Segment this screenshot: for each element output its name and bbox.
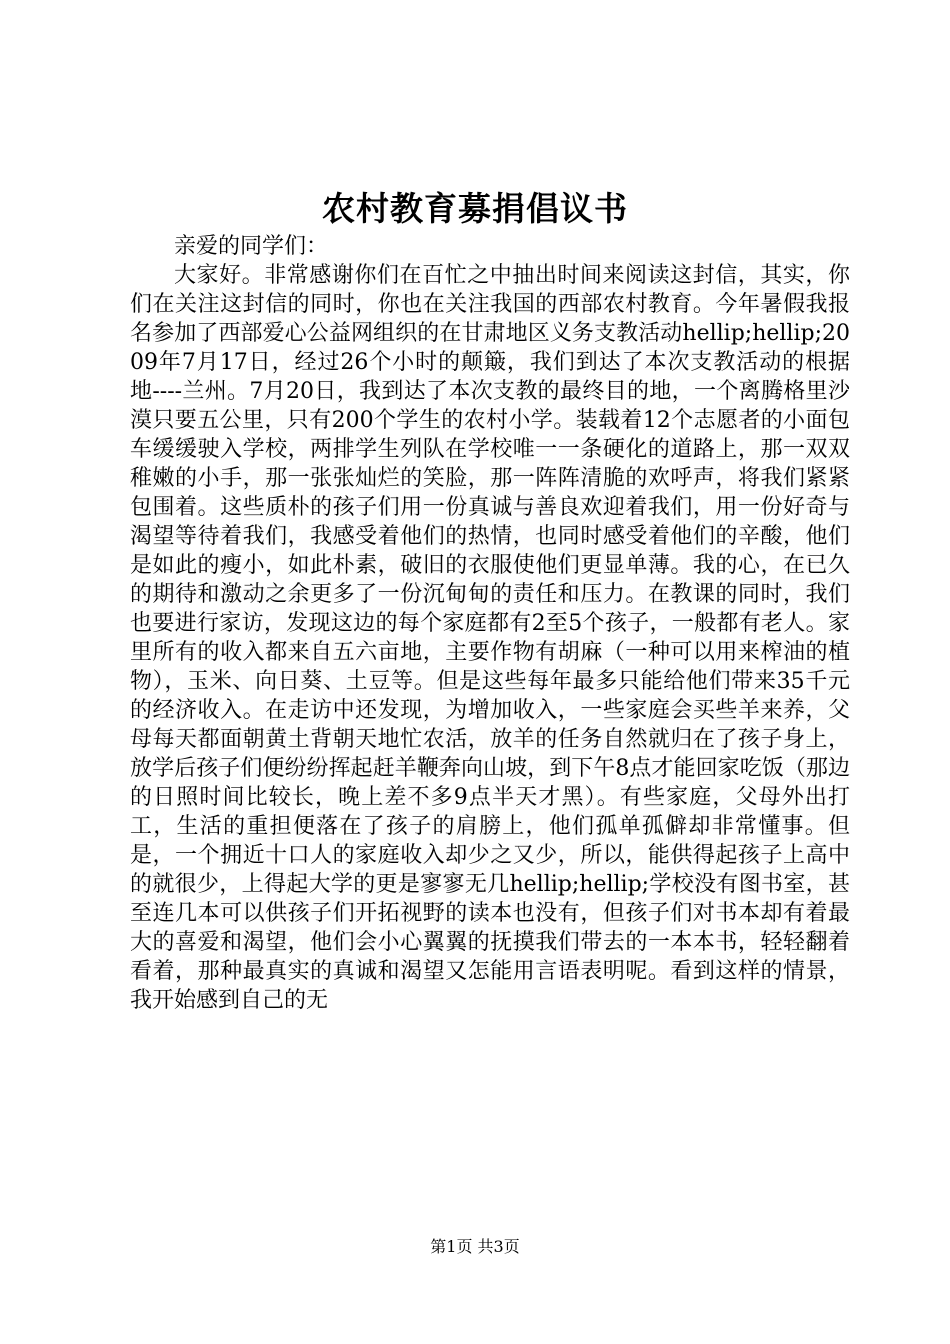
body-paragraph: 大家好。非常感谢你们在百忙之中抽出时间来阅读这封信，其实，你们在关注这封信的同时，你也在关注我国的西部农村教育。今年暑假我报名参加了西部爱心公益网组织的在甘肃地区义务支教活动hellip;hellip;2009年7月17日，经过26个小时的颠簸，我们到达了本次支教活动的根据地----兰州。7月20日，我到达了本次支教的最终目的地，一个离腾格里沙漠只要五公里，只有200个学生的农村小学。装载着12个志愿者的小面包车缓缓驶入学校，两排学生列队在学校唯一一条硬化的道路上，那一双双稚嫩的小手，那一张张灿烂的笑脸，那一阵阵清脆的欢呼声，将我们紧紧包围着。这些质朴的孩子们用一份真诚与善良欢迎着我们，用一份好奇与渴望等待着我们，我感受着他们的热情，也同时感受着他们的辛酸，他们是如此的瘦小，如此朴素，破旧的衣服使他们更显单薄。我的心，在已久的期待和激动之余更多了一份沉甸甸的责任和压力。在教课的同时，我们也要进行家访，发现这边的每个家庭都有2至5个孩子，一般都有老人。家里所有的收入都来自五六亩地，主要作物有胡麻（一种可以用来榨油的植物），玉米、向日葵、土豆等。但是这些每年最多只能给他们带来35千元的经济收入。在走访中还发现，为增加收入，一些家庭会买些羊来养，父母每天都面朝黄土背朝天地忙农活，放羊的任务自然就归在了孩子身上，放学后孩子们便纷纷挥起赶羊鞭奔向山坡，到下午8点才能回家吃饭（那边的日照时间比较长，晚上差不多9点半天才黑）。有些家庭，父母外出打工，生活的重担便落在了孩子的肩膀上，他们孤单孤僻却非常懂事。但是，一个拥近十口人的家庭收入却少之又少，所以，能供得起孩子上高中的就很少，上得起大学的更是寥寥无几hellip;hellip;学校没有图书室，甚至连几本可以供孩子们开拓视野的读本也没有，但孩子们对书本却有着最大的喜爱和渴望，他们会小心翼翼的抚摸我们带去的一本本书，轻轻翻着看着，那种最真实的真诚和渴望又怎能用言语表明呢。看到这样的情景，我开始感到自己的无: [130, 263, 850, 1013]
page-footer: 第1页 共3页: [430, 1237, 520, 1256]
salutation: 亲爱的同学们：: [174, 234, 329, 259]
document-title: 农村教育募捐倡议书: [322, 189, 628, 228]
document-body: [130, 232, 850, 1015]
